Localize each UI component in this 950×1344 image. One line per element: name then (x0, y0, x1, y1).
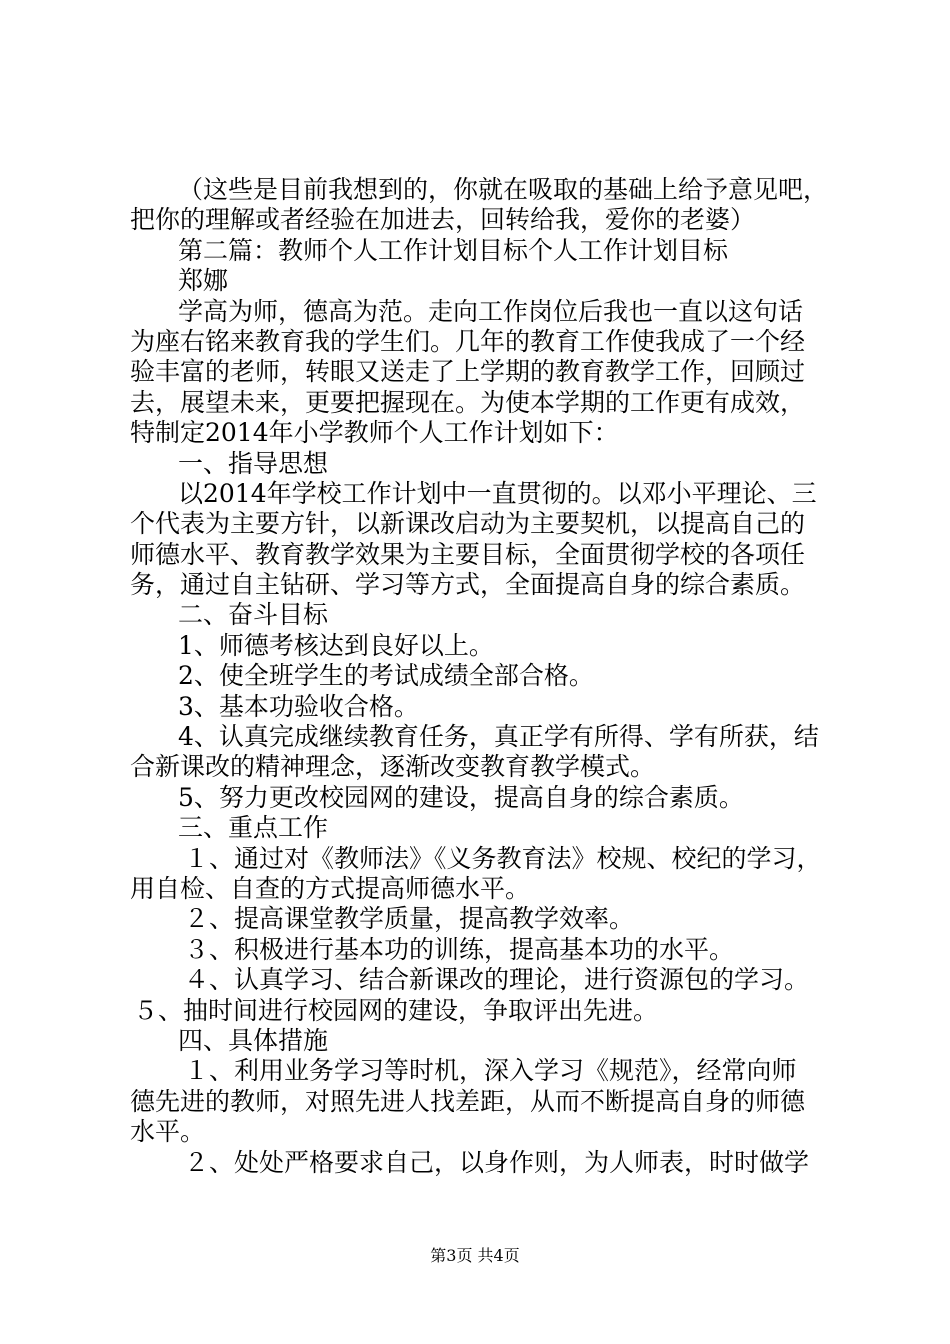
text-line: 为座右铭来教育我的学生们。几年的教育工作使我成了一个经 (130, 326, 806, 356)
text-line: 三、重点工作 (178, 813, 329, 843)
text-line: 一、指导思想 (178, 448, 329, 478)
text-line: ５、抽时间进行校园网的建设，争取评出先进。 (133, 995, 659, 1025)
text-line: ２、处处严格要求自己，以身作则，为人师表，时时做学 (184, 1147, 810, 1177)
text-line: 特制定2014年小学教师个人工作计划如下： (130, 418, 619, 448)
text-line: 德先进的教师，对照先进人找差距，从而不断提高自身的师德 (130, 1086, 806, 1116)
text-line: 个代表为主要方针，以新课改启动为主要契机，以提高自己的 (130, 509, 806, 539)
text-line: 以2014年学校工作计划中一直贯彻的。以邓小平理论、三 (178, 478, 817, 508)
page-footer: 第3页 共4页 (430, 1246, 520, 1265)
text-line: 师德水平、教育教学效果为主要目标，全面贯彻学校的各项任 (130, 539, 806, 569)
text-line: 务，通过自主钻研、学习等方式，全面提高自身的综合素质。 (130, 570, 806, 600)
text-line: 水平。 (130, 1117, 206, 1147)
text-line: ２、提高课堂教学质量，提高教学效率。 (184, 904, 635, 934)
text-line: 2、使全班学生的考试成绩全部合格。 (178, 661, 594, 691)
text-line: 四、具体措施 (178, 1025, 329, 1055)
text-line: 郑娜 (178, 266, 229, 296)
text-line: １、利用业务学习等时机，深入学习《规范》，经常向师 (184, 1056, 797, 1086)
text-line: 把你的理解或者经验在加进去，回转给我，爱你的老婆） (130, 205, 756, 235)
text-line: 1、师德考核达到良好以上。 (178, 630, 494, 660)
text-line: 验丰富的老师，转眼又送走了上学期的教育教学工作，回顾过 (130, 357, 806, 387)
text-line: 4、认真完成继续教育任务，真正学有所得、学有所获，结 (178, 722, 819, 752)
text-line: ３、积极进行基本功的训练，提高基本功的水平。 (184, 934, 735, 964)
text-line: 用自检、自查的方式提高师德水平。 (130, 873, 531, 903)
text-line: 3、基本功验收合格。 (178, 691, 419, 721)
text-line: 去，展望未来，更要把握现在。为使本学期的工作更有成效， (130, 387, 806, 417)
text-line: （这些是目前我想到的，你就在吸取的基础上给予意见吧， (178, 175, 829, 204)
text-line: 5、努力更改校园网的建设，提高自身的综合素质。 (178, 782, 744, 812)
text-line: 第二篇：教师个人工作计划目标个人工作计划目标 (178, 235, 729, 265)
text-line: １、通过对《教师法》《义务教育法》校规、校纪的学习， (184, 843, 822, 873)
text-line: 学高为师，德高为范。走向工作岗位后我也一直以这句话 (178, 296, 804, 326)
text-line: ４、认真学习、结合新课改的理论，进行资源包的学习。 (184, 965, 810, 995)
text-line: 二、奋斗目标 (178, 600, 329, 630)
document-body (130, 175, 830, 1178)
text-line: 合新课改的精神理念，逐渐改变教育教学模式。 (130, 752, 656, 782)
